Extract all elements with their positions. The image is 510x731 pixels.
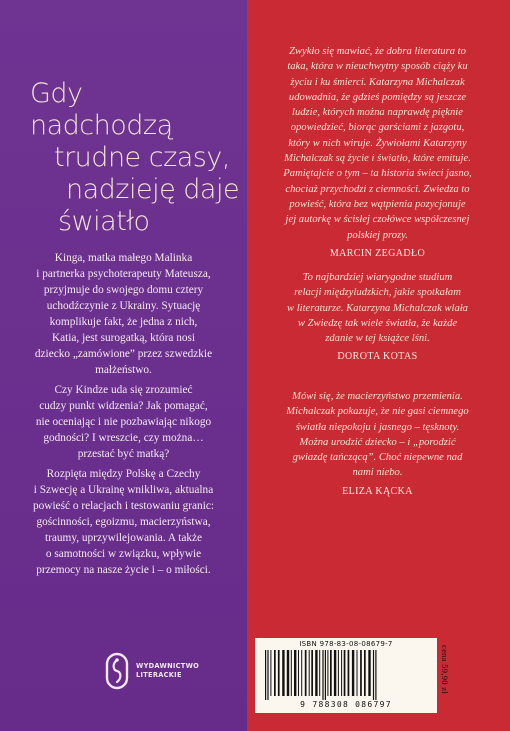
quote-line: chociaż przychodzi z ciemności. Zwiedza to (285, 183, 470, 195)
barcode-bar (364, 650, 366, 696)
quote-line: To najbardziej wiarygodne studium (302, 272, 453, 283)
blurb-line: Kinga, matka małego Malinka (54, 252, 193, 264)
blurb-line: dziecko „zamówione” przez szwedzkie (34, 348, 213, 360)
quote-line: gwiazdę tańczącą”. Choć niepewne nad (292, 452, 463, 464)
quote-line: Zwykło się mawiać, że dobra literatura to (289, 46, 466, 57)
quote-line: światła niepokoju i jasnego – tęsknoty. (295, 421, 460, 433)
isbn-label: ISBN 978-83-08-08679-7 (299, 640, 393, 648)
barcode-bar (305, 650, 307, 696)
quote-author: MARCIN ZEGADŁO (329, 247, 426, 259)
barcode-bar (270, 650, 271, 696)
barcode-bar (348, 650, 350, 696)
blurb-line: godności? I wreszcie, czy można… (43, 432, 204, 444)
quote-line: który w nich wiruje. Żywiołami Katarzyny (288, 137, 467, 149)
quote-line: w literaturze. Katarzyna Michalczak wlała (287, 302, 468, 314)
barcode-bar (327, 650, 328, 696)
left-panel (0, 0, 247, 731)
barcode-bar (287, 650, 289, 696)
barcode-bar (265, 650, 266, 700)
blurb-line: powieść o relacjach i testowaniu granic: (33, 500, 214, 512)
barcode-bar (375, 650, 376, 700)
barcode-bar (315, 650, 317, 696)
endorsement-quote (260, 389, 495, 499)
headline-line: nadzieję daje (66, 174, 240, 205)
blurb-line: małżeństwo. (95, 364, 152, 376)
blurb-line: przyjmuje do swojego domu cztery (43, 284, 204, 296)
barcode-bar (282, 650, 284, 696)
quote-line: Można urodzić dziecko – i „porodzić (299, 436, 456, 448)
barcode-bar (311, 650, 313, 696)
quote-line: zdanie w tej książce lśni. (325, 333, 430, 345)
price-text: cena 59,90 zł (440, 645, 450, 694)
quote-line: polskiej prozy. (347, 229, 408, 241)
blurb-line: i partnerka psychoterapeuty Mateusza, (36, 268, 211, 280)
barcode-bar (325, 650, 326, 700)
price-label (440, 645, 454, 715)
barcode-bar (344, 650, 346, 696)
headline-line: światło (58, 206, 150, 237)
quote-line: Mówi się, że macierzyństwo przemienia. (292, 391, 463, 402)
endorsement-quote (260, 44, 495, 261)
barcode-bar (309, 650, 310, 696)
blurb-line: traumy, uprzywilejowania. A także (44, 532, 203, 544)
quote-line: relacji międzyludzkich, jakie spotkałam (294, 287, 461, 299)
publisher-name-line: WYDAWNICTWO (136, 662, 200, 670)
publisher-logo-icon (104, 652, 130, 690)
blurb-line: Rozpięta między Polskę a Czechy (46, 468, 201, 480)
blurb-line: przestać być matką? (77, 448, 170, 460)
barcode-bar (341, 650, 342, 696)
quote-line: życiu i ku śmierci. Katarzyna Michalczak (290, 76, 465, 88)
blurb-line: uchodźczynie z Ukrainy. Sytuację (46, 300, 201, 312)
blurb-line: gościnności, egoizmu, macierzyństwa, (36, 516, 211, 528)
endorsement-quote (260, 270, 495, 365)
quote-line: Pamiętajcie o tym – ta historia świeci jasno, (283, 168, 472, 180)
barcode-bar (373, 650, 374, 700)
blurb-line: Katia, jest surogatką, która nosi (51, 332, 196, 344)
quote-line: Michalczak są życie i światło, które emituje. (284, 153, 471, 165)
blurb-line: cudzy punkt widzenia? Jak pomagać, (39, 400, 208, 412)
barcode-bar (274, 650, 276, 696)
blurb-line: komplikuje fakt, że jedna z nich, (49, 316, 198, 328)
quote-line: w Zwiedzę tak wiele światła, że każde (297, 317, 458, 329)
barcode-bar (294, 650, 296, 696)
headline-line: Gdy (30, 78, 83, 109)
quote-line: udowadnia, że gdzieś pomiędzy są jeszcze (288, 91, 467, 103)
barcode-bar (330, 650, 332, 696)
barcode (255, 638, 437, 713)
book-blurb (0, 250, 247, 578)
blurb-line: przemocy na nasze życie i – o miłości. (36, 564, 211, 576)
headline (30, 78, 240, 238)
barcode-digits: 9 788308 086797 (300, 700, 392, 709)
blurb-line: Czy Kindze uda się zrozumieć (54, 384, 193, 396)
publisher-name (136, 662, 199, 680)
headline-line: nadchodzą (30, 110, 173, 141)
quote-line: jej autorkę w ścisłej czołówce współczesnej (285, 214, 470, 226)
barcode-bar (298, 650, 299, 696)
quote-line: ludzie, których można naprawdę pięknie (292, 107, 463, 119)
quote-author: ELIZA KĄCKA (342, 485, 413, 497)
quote-line: taka, która w nieuchwytny sposób ciąży ku (287, 61, 468, 73)
barcode-bar (338, 650, 339, 696)
blurb-line: o samotności w związku, wpływie (45, 548, 202, 560)
barcode-bar (368, 650, 370, 696)
blurb-line: nie oceniając i nie pozbawiając nikogo (35, 416, 212, 428)
barcode-bar (301, 650, 302, 696)
barcode-bars (261, 650, 431, 700)
quote-line: powieść, która bez wątpienia pozycjonuje (289, 198, 466, 210)
barcode-bar (357, 650, 358, 696)
quote-line: nami niebo. (352, 467, 403, 479)
headline-line: trudne czasy, (54, 142, 230, 173)
quote-line: Michalczak pokazuje, że nie gasi ciemnego (286, 406, 469, 418)
blurb-line: i Szwecję a Ukrainę wnikliwa, aktualna (33, 484, 214, 496)
barcode-bar (360, 650, 362, 696)
barcode-bar (319, 650, 320, 696)
publisher-name-line: LITERACKIE (136, 671, 182, 679)
barcode-bar (291, 650, 292, 696)
barcode-bar (352, 650, 354, 696)
quote-line: opowiedzieć, biorąc garściami z jazgotu, (290, 122, 465, 134)
barcode-bar (322, 650, 323, 700)
publisher-logo (104, 652, 199, 690)
barcode-bar (278, 650, 280, 696)
barcode-bar (334, 650, 336, 696)
barcode-bar (267, 650, 268, 700)
quote-author: DOROTA KOTAS (337, 351, 418, 363)
